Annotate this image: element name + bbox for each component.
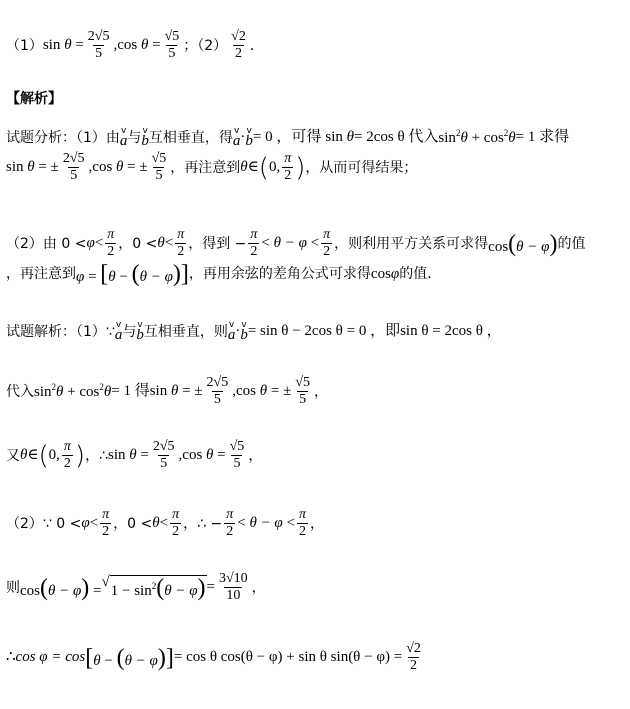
vector-a: v a xyxy=(119,126,128,150)
frac-sqrt5-5: $\frac{√5}{5}$ xyxy=(164,29,180,61)
analysis-line-4: ，再注意到 φ = [θ − (θ − φ)] ，再用余弦的差角公式可求得 cosφ 的值. xyxy=(6,261,432,287)
solution-line-6: ∴ cos φ = cos [θ − (θ − φ)] = cos θ cos(θ − φ) + sin θ sin(θ − φ) = $\frac{√2}{2}$ xyxy=(6,641,421,673)
frac-2sqrt5-5: $\frac{2√5}{5}$ xyxy=(87,29,110,61)
sqrt-expression: √ $1 - \sin^2(\theta - \varphi)$ xyxy=(101,574,206,601)
solution-line-5: 则 cos(θ − φ) = √ $1 - \sin^2(\theta - \varphi)$ = $\frac{3√10}{10}$ ， xyxy=(6,571,266,603)
analysis-line-3: （2）由 0 < φ < $\frac{\pi}{2}$ ，0 < θ < $\frac{\pi}{2}$ ，得到 − $\frac{\pi}{2}$ < θ − φ < $\frac{\pi}{2}$ ，则利用平方关系可求得 cos(θ − φ) 的值 xyxy=(6,227,586,259)
part2-label: ；（2） xyxy=(183,37,228,54)
solution-line-3: 又 θ ∈ ( 0 , $\frac{\pi}{2}$ ) ，∴ sin θ = $\frac{2√5}{5}$ , cos θ = $\frac{√5}{5}$ ， xyxy=(6,439,263,471)
sin-theta: sin θ = xyxy=(42,37,84,53)
section-heading: 【解析】 xyxy=(6,91,62,107)
cos-theta: cos θ = xyxy=(117,37,161,53)
analysis-line-2: sin θ = ± $\frac{2√5}{5}$ , cos θ = ± $\frac{√5}{5}$ ，再注意到 θ ∈ ( 0 , $\frac{\pi}{2}$ ) ，从而可得结果； xyxy=(6,151,418,183)
solution-line-1: 试题解析：（1）∵ v a 与 v b 互相垂直，则 v a · v b = sin θ − 2cos θ = 0 ，即 sin θ = 2cos θ ， xyxy=(6,320,502,344)
analysis-line-1: 试题分析：（1）由 v a 与 v b 互相垂直，得 v a · v b = 0 ，可得 sin θ = 2cos θ 代入 $\sin^2\theta + \cos^2\theta$ = 1 求得 xyxy=(6,126,570,150)
part1-label: （1） xyxy=(6,37,43,54)
answer-line: （1） sin θ = $\frac{2√5}{5}$ , cos θ = $\frac{√5}{5}$ ；（2） $\frac{√2}{2}$ ． xyxy=(6,29,264,61)
vector-b: v b xyxy=(141,126,149,150)
solution-line-2: 代入 $\sin^2\theta + \cos^2\theta$ = 1 得 sin θ = ± $\frac{2√5}{5}$ , cos θ = ± $\frac{√5}{5}$ ， xyxy=(6,375,328,407)
frac-sqrt2-2: $\frac{√2}{2}$ xyxy=(231,29,246,61)
solution-line-4: （2）∵ 0 < φ < $\frac{\pi}{2}$ ，0 < θ < $\frac{\pi}{2}$ ，∴ − $\frac{\pi}{2}$ < θ − φ < $\frac{\pi}{2}$ ， xyxy=(6,507,324,539)
